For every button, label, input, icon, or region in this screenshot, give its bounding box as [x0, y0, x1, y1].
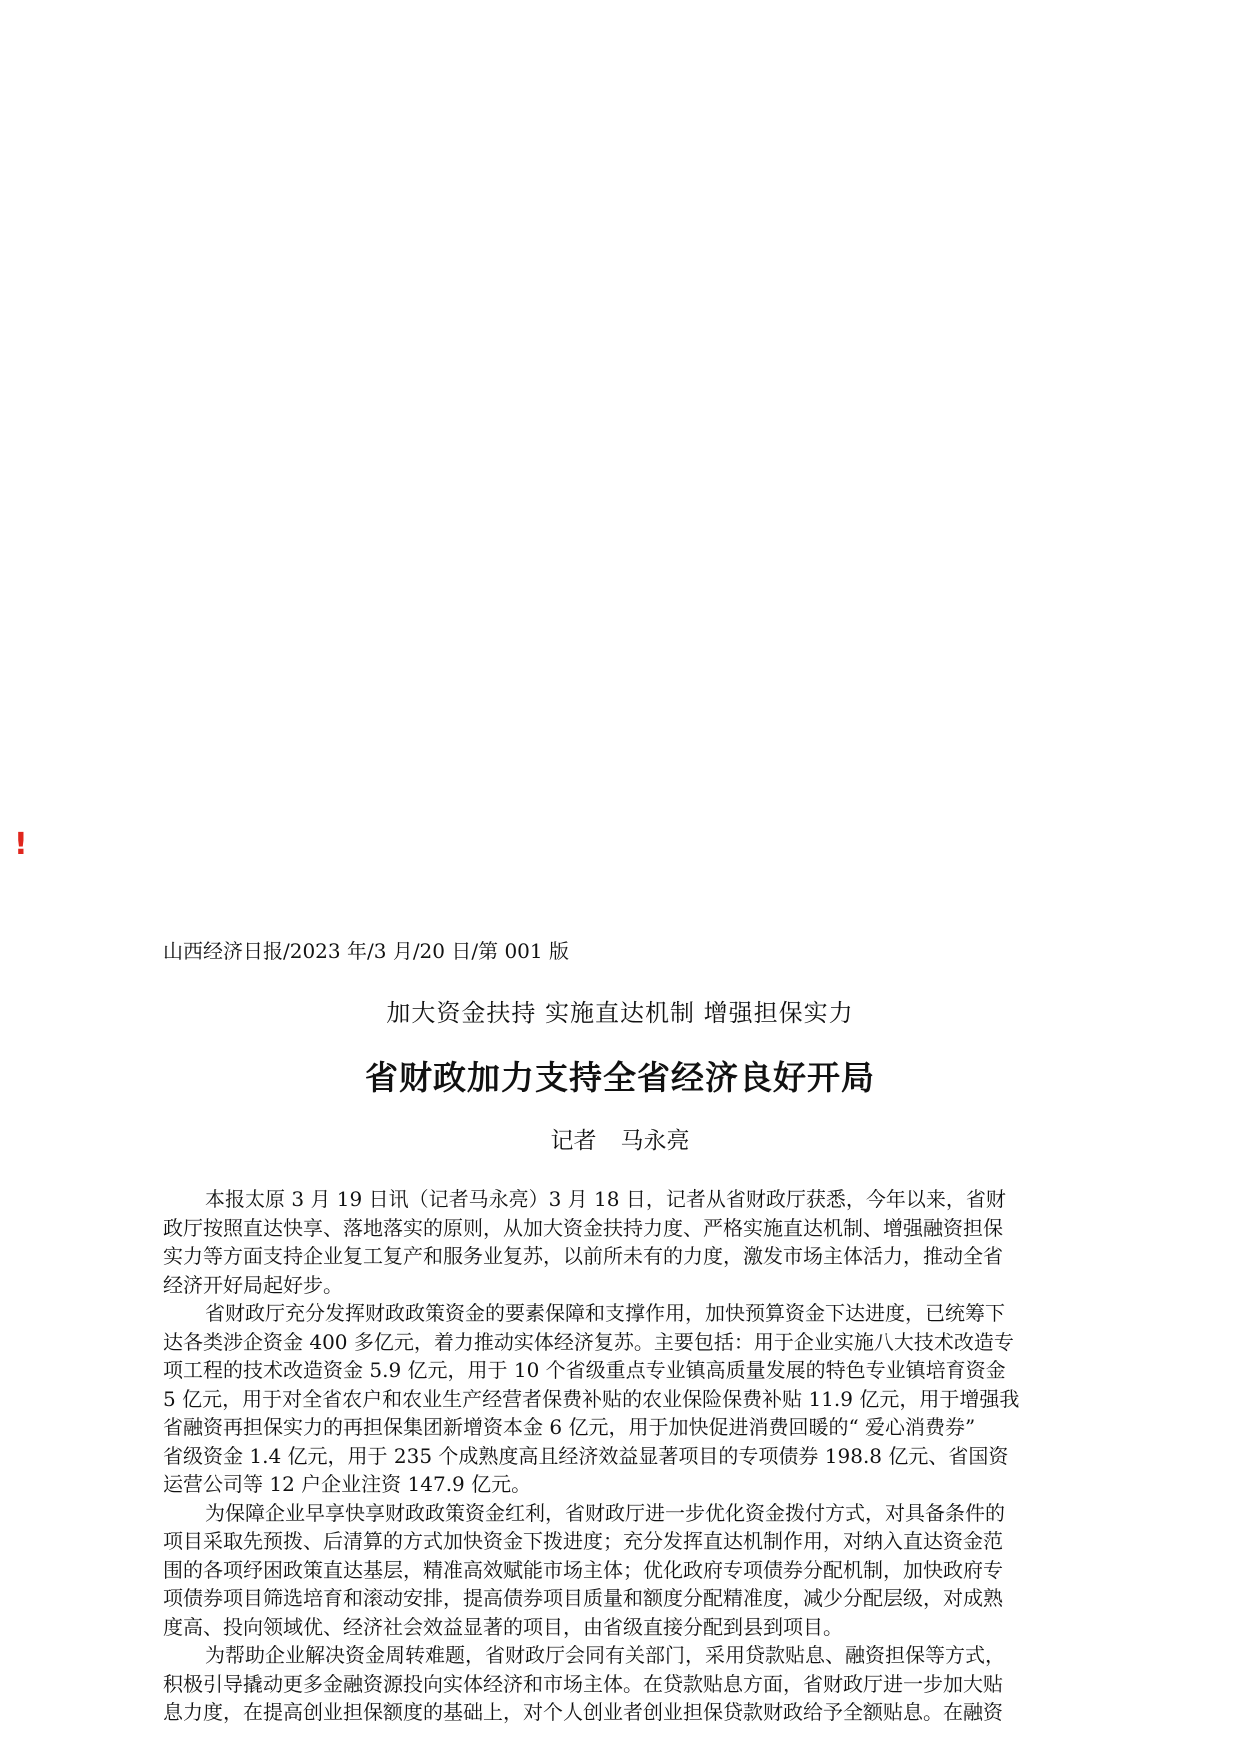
- body-line: 达各类涉企资金 400 多亿元，着力推动实体经济复苏。主要包括：用于企业实施八大技术改造专: [163, 1329, 1014, 1354]
- body-line: 为帮助企业解决资金周转难题，省财政厅会同有关部门，采用贷款贴息、融资担保等方式，: [205, 1643, 1005, 1667]
- body-line: 为保障企业早享快享财政政策资金红利，省财政厅进一步优化资金拨付方式，对具备条件的: [205, 1500, 1005, 1525]
- red-exclamation-mark: !: [14, 827, 28, 862]
- body-line: 围的各项纾困政策直达基层，精准高效赋能市场主体；优化政府专项债券分配机制，加快政府专: [163, 1557, 1003, 1582]
- body-line: 经济开好局起好步。: [163, 1272, 343, 1297]
- body-line: 省融资再担保实力的再担保集团新增资本金 6 亿元，用于加快促进消费回暖的“ 爱心消费券”: [163, 1415, 976, 1439]
- article-subtitle: 加大资金扶持 实施直达机制 增强担保实力: [386, 999, 854, 1027]
- article-body: [163, 1185, 1083, 1727]
- body-line: 省级资金 1.4 亿元，用于 235 个成熟度高且经济效益显著项目的专项债券 198.8 亿元、省国资: [163, 1443, 1009, 1468]
- body-line: 积极引导撬动更多金融资源投向实体经济和市场主体。在贷款贴息方面，省财政厅进一步加大贴: [163, 1671, 1003, 1696]
- source-line: 山西经济日报/2023 年/3 月/20 日/第 001 版: [163, 939, 569, 963]
- body-line: 项目采取先预拨、后清算的方式加快资金下拨进度；充分发挥直达机制作用，对纳入直达资金范: [163, 1529, 1003, 1553]
- byline-name: 马永亮: [620, 1128, 690, 1154]
- body-line: 政厅按照直达快享、落地落实的原则，从加大资金扶持力度、严格实施直达机制、增强融资担保: [163, 1215, 1003, 1240]
- article-headline: 省财政加力支持全省经济良好开局: [365, 1058, 875, 1097]
- byline-label: 记者: [550, 1128, 597, 1154]
- body-line: 5 亿元，用于对全省农户和农业生产经营者保费补贴的农业保险保费补贴 11.9 亿元，用于增强我: [163, 1386, 1020, 1411]
- body-line: 本报太原 3 月 19 日讯（记者马永亮）3 月 18 日，记者从省财政厅获悉，今年以来，省财: [205, 1187, 1006, 1211]
- body-line: 省财政厅充分发挥财政政策资金的要素保障和支撑作用，加快预算资金下达进度，已统筹下: [205, 1301, 1005, 1325]
- body-line: 度高、投向领域优、经济社会效益显著的项目，由省级直接分配到县到项目。: [163, 1614, 843, 1639]
- body-line: 项债券项目筛选培育和滚动安排，提高债券项目质量和额度分配精准度，减少分配层级，对成熟: [163, 1586, 1003, 1610]
- body-line: 项工程的技术改造资金 5.9 亿元，用于 10 个省级重点专业镇高质量发展的特色专业镇培育资金: [163, 1358, 1006, 1382]
- body-line: 运营公司等 12 户企业注资 147.9 亿元。: [163, 1472, 532, 1496]
- article-text: [163, 1185, 1083, 1727]
- body-line: 实力等方面支持企业复工复产和服务业复苏，以前所未有的力度，激发市场主体活力，推动全省: [163, 1244, 1003, 1268]
- body-line: 息力度，在提高创业担保额度的基础上，对个人创业者创业担保贷款财政给予全额贴息。在融资: [163, 1700, 1003, 1724]
- byline: [0, 1125, 1240, 1157]
